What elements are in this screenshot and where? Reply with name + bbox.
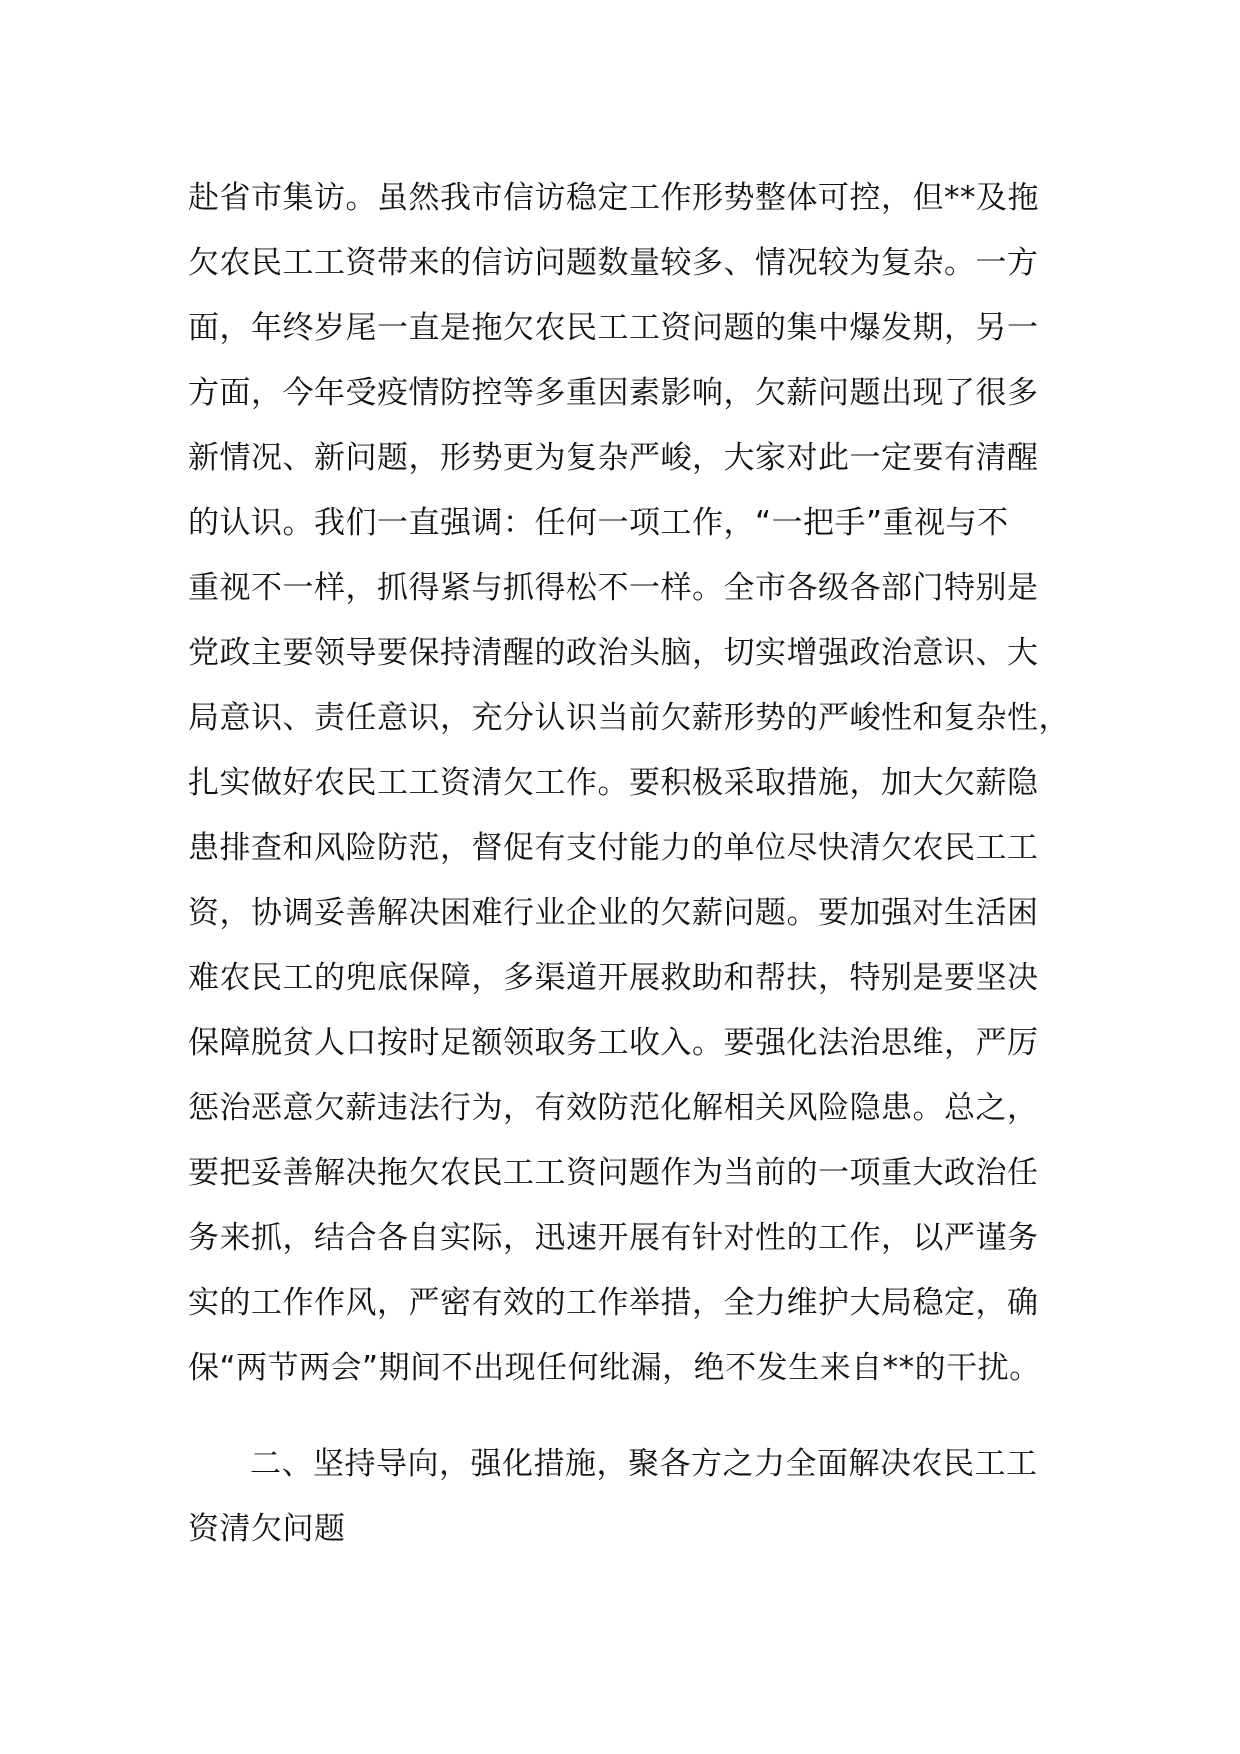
paragraph-line: 患排查和风险防范，督促有支付能力的单位尽快清欠农民工工: [188, 830, 1039, 866]
section-heading: [188, 1432, 1088, 1562]
paragraph-line: 的认识。我们一直强调：任何一项工作，“一把手”重视与不: [188, 505, 1009, 541]
paragraph-line: 方面，今年受疫情防控等多重因素影响，欠薪问题出现了很多: [188, 375, 1039, 411]
paragraph-line: 扎实做好农民工工资清欠工作。要积极采取措施，加大欠薪隐: [188, 765, 1039, 801]
heading-line: 二、坚持导向，强化措施，聚各方之力全面解决农民工工: [250, 1446, 1038, 1482]
paragraph-line: 面，年终岁尾一直是拖欠农民工工资问题的集中爆发期，另一: [188, 310, 1039, 346]
paragraph-line: 资，协调妥善解决困难行业企业的欠薪问题。要加强对生活困: [188, 895, 1039, 931]
paragraph-line: 难农民工的兜底保障，多渠道开展救助和帮扶，特别是要坚决: [188, 960, 1039, 996]
paragraph-line: 赴省市集访。虽然我市信访稳定工作形势整体可控，但**及拖: [188, 180, 1039, 216]
paragraph-line: 局意识、责任意识，充分认识当前欠薪形势的严峻性和复杂性，: [188, 700, 1070, 736]
body-paragraph: [188, 166, 1088, 1401]
heading-line: 资清欠问题: [188, 1511, 346, 1547]
paragraph-line: 欠农民工工资带来的信访问题数量较多、情况较为复杂。一方: [188, 245, 1039, 281]
paragraph-line: 保障脱贫人口按时足额领取务工收入。要强化法治思维，严厉: [188, 1025, 1039, 1061]
paragraph-line: 保“两节两会”期间不出现任何纰漏，绝不发生来自**的干扰。: [188, 1350, 1041, 1386]
paragraph-line: 重视不一样，抓得紧与抓得松不一样。全市各级各部门特别是: [188, 570, 1039, 606]
paragraph-line: 新情况、新问题，形势更为复杂严峻，大家对此一定要有清醒: [188, 440, 1039, 476]
paragraph-line: 要把妥善解决拖欠农民工工资问题作为当前的一项重大政治任: [188, 1155, 1039, 1191]
paragraph-line: 惩治恶意欠薪违法行为，有效防范化解相关风险隐患。总之，: [188, 1090, 1039, 1126]
paragraph-line: 实的工作作风，严密有效的工作举措，全力维护大局稳定，确: [188, 1285, 1039, 1321]
paragraph-line: 党政主要领导要保持清醒的政治头脑，切实增强政治意识、大: [188, 635, 1039, 671]
paragraph-line: 务来抓，结合各自实际，迅速开展有针对性的工作，以严谨务: [188, 1220, 1039, 1256]
